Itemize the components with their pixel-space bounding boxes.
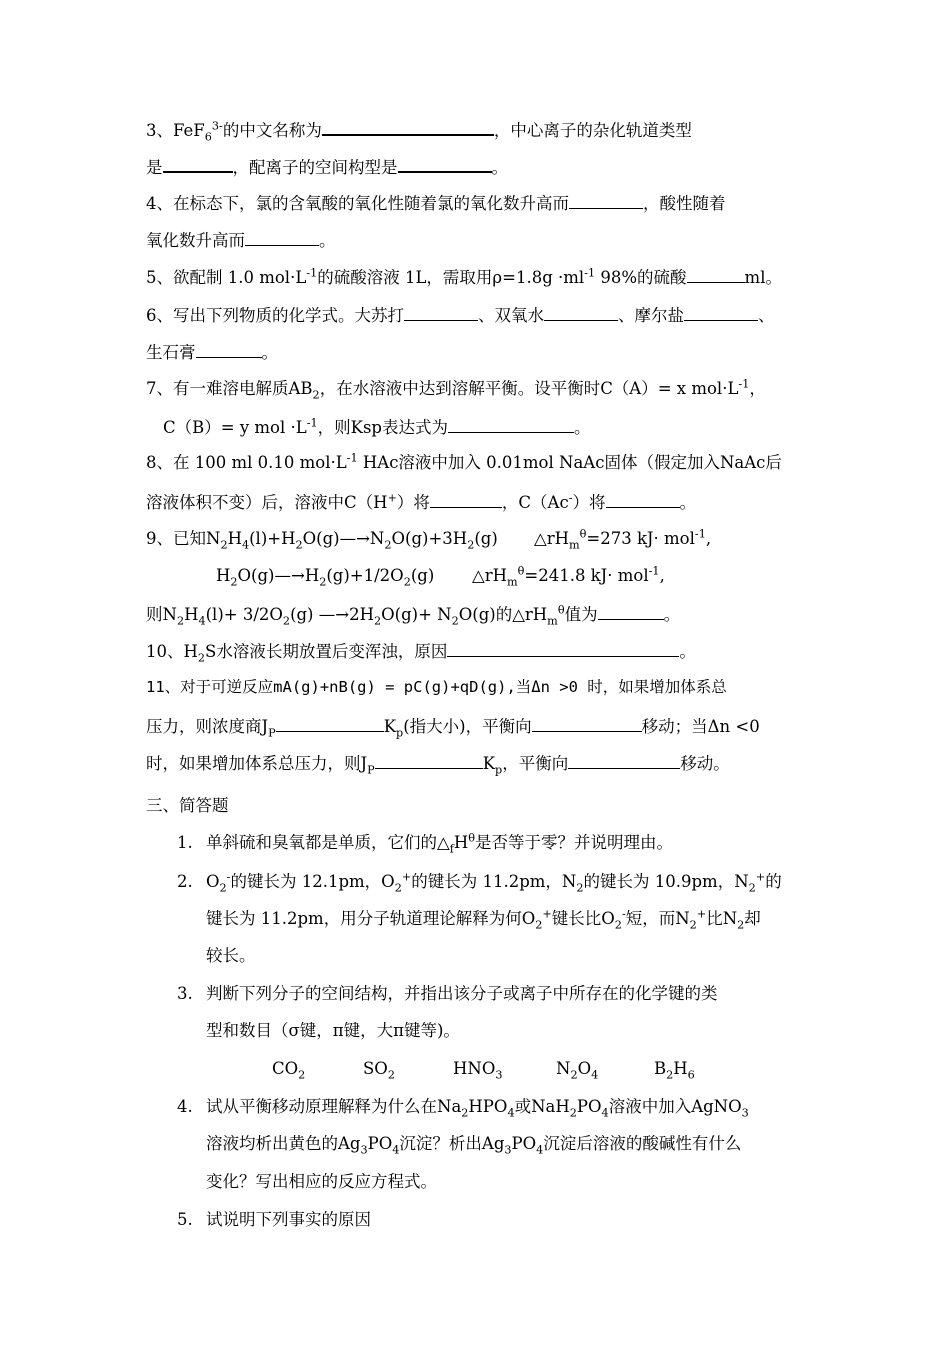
item-2-line-3: 较长。 xyxy=(206,946,256,965)
question-7-line-1: 7、有一难溶电解质$AB_2$，在水溶液中达到溶解平衡。设平衡时C（A）= x $mol\cdot L^{-1}$， xyxy=(146,377,766,402)
question-6-line-1: 6、写出下列物质的化学式。大苏打 、双氧水 、摩尔盐 、 xyxy=(146,306,775,325)
item-4-line-1: 试从平衡移动原理解释为什么在$Na_2HPO_4$或$NaH_2PO_4$溶液中加入AgNO$_3$ xyxy=(206,1097,749,1120)
answer-blank[interactable] xyxy=(447,640,679,657)
question-9-equation-2: $H_2O(g)—\to H_2(g)+1/2O_2(g)$ xyxy=(216,566,435,589)
question-9-enthalpy-2: $\triangle rH_m^\theta=241.8$ kJ· mol$^{-1}$, xyxy=(472,564,665,589)
answer-blank[interactable] xyxy=(569,192,643,209)
item-5-text: 试说明下列事实的原因 xyxy=(206,1210,371,1229)
item-5-number: 5. xyxy=(177,1210,193,1229)
molecule-hno3: $HNO_3$ xyxy=(453,1059,503,1082)
item-2-number: 2. xyxy=(177,872,193,891)
answer-blank[interactable] xyxy=(398,155,492,173)
item-3-line-1: 判断下列分子的空间结构，并指出该分子或离子中所存在的化学键的类 xyxy=(206,984,718,1003)
question-6-line-2: 生石膏 。 xyxy=(146,343,278,362)
answer-blank[interactable] xyxy=(404,304,478,321)
question-3-line-2: 是 ，配离子的空间构型是 。 xyxy=(146,155,508,178)
question-9-equation-1: 9、已知$N_2H_4(l)+H_2O(g)—\to N_2O(g)+3H_2(g)$ xyxy=(146,529,498,552)
molecule-so2: $SO_2$ xyxy=(363,1059,395,1082)
answer-blank[interactable] xyxy=(322,118,494,136)
question-4-line-1: 4、在标态下，氯的含氧酸的氧化性随着氯的氧化数升高而 ，酸性随着 xyxy=(146,194,726,213)
question-8-line-2: 溶液体积不变）后，溶液中C（H+）将 ，C（Ac-）将 。 xyxy=(146,491,697,512)
answer-blank[interactable] xyxy=(430,491,502,508)
item-4-line-3: 变化？写出相应的反应方程式。 xyxy=(206,1172,437,1191)
answer-blank[interactable] xyxy=(196,341,262,358)
question-5: 5、欲配制 1.0 $mol\cdot L^{-1}$的硫酸溶液 1L，需取用$\rho=1.8g \cdot ml^{-1}$ 98%的硫酸 ml。 xyxy=(146,266,782,287)
question-10: 10、$H_2S$水溶液长期放置后变浑浊，原因 。 xyxy=(146,642,696,665)
item-4-line-2: 溶液均析出黄色的$Ag_3PO_4$沉淀？析出$Ag_3PO_4$沉淀后溶液的酸碱性有什么 xyxy=(206,1134,742,1157)
answer-blank[interactable] xyxy=(163,155,233,173)
question-4-line-2: 氧化数升高而 。 xyxy=(146,231,336,250)
question-9-line-3: 则$N_2H_4(l)+ 3/2O_2(g)$ $—\to 2H_2O(g)+ N_2O(g)$的$\triangle rH_m^\theta$值为 。 xyxy=(146,603,681,628)
item-1-number: 1. xyxy=(177,833,193,852)
answer-blank[interactable] xyxy=(276,715,384,732)
answer-blank[interactable] xyxy=(687,266,745,283)
answer-blank[interactable] xyxy=(598,603,664,620)
item-3-line-2: 型和数目（σ键，π键，大π键等)。 xyxy=(206,1021,460,1040)
question-11-line-3: 时，如果增加体系总压力，则$J_P$ $K_p$，平衡向 移动。 xyxy=(146,754,730,777)
item-2-line-1: $O_2^-$的键长为 12.1pm，$O_2^+$的键长为 11.2pm，$N_2$的键长为 10.9pm，$N_2^+$的 xyxy=(206,870,782,895)
question-11-line-1: 11、对于可逆反应mA(g)+nB(g) = pC(g)+qD(g),当Δn >0 时，如果增加体系总 xyxy=(146,678,727,696)
molecule-b2h6: $B_2H_6$ xyxy=(654,1059,695,1082)
section-title: 三、简答题 xyxy=(146,796,229,815)
answer-blank[interactable] xyxy=(532,715,642,732)
molecule-co2: $CO_2$ xyxy=(272,1059,306,1082)
question-8-line-1: 8、在 100 ml 0.10 $mol\cdot L^{-1}$ HAc溶液中加入 0.01mol NaAc固体（假定加入NaAc后 xyxy=(146,451,782,472)
item-3-number: 3. xyxy=(177,984,193,1003)
answer-blank[interactable] xyxy=(606,491,680,508)
answer-blank[interactable] xyxy=(684,304,758,321)
question-3-line-1: 3、FeF$_6^{3-}$的中文名称为 ，中心离子的杂化轨道类型 xyxy=(146,119,692,144)
answer-blank[interactable] xyxy=(568,752,680,769)
item-1-text: 单斜硫和臭氧都是单质，它们的$\triangle_fH^\theta$是否等于零？并说明理由。 xyxy=(206,831,674,856)
question-9-enthalpy-1: $\triangle rH_m^\theta=273$ kJ· mol$^{-1}$, xyxy=(534,527,712,552)
answer-blank[interactable] xyxy=(448,416,574,433)
question-11-line-2: 压力，则浓度商$J_P$ $K_p$(指大小)，平衡向 移动；当Δn <0 xyxy=(146,717,760,740)
answer-blank[interactable] xyxy=(245,229,319,246)
item-2-line-2: 键长为 11.2pm，用分子轨道理论解释为何$O_2^+$键长比$O_2^-$短，而$N_2^+$比$N_2$却 xyxy=(206,907,761,932)
answer-blank[interactable] xyxy=(544,304,618,321)
answer-blank[interactable] xyxy=(375,752,483,769)
item-4-number: 4. xyxy=(177,1097,193,1116)
question-7-line-2: C（B）= y mol $\cdot L^{-1}$，则Ksp表达式为 。 xyxy=(163,416,591,437)
molecule-n2o4: $N_2O_4$ xyxy=(556,1059,599,1082)
